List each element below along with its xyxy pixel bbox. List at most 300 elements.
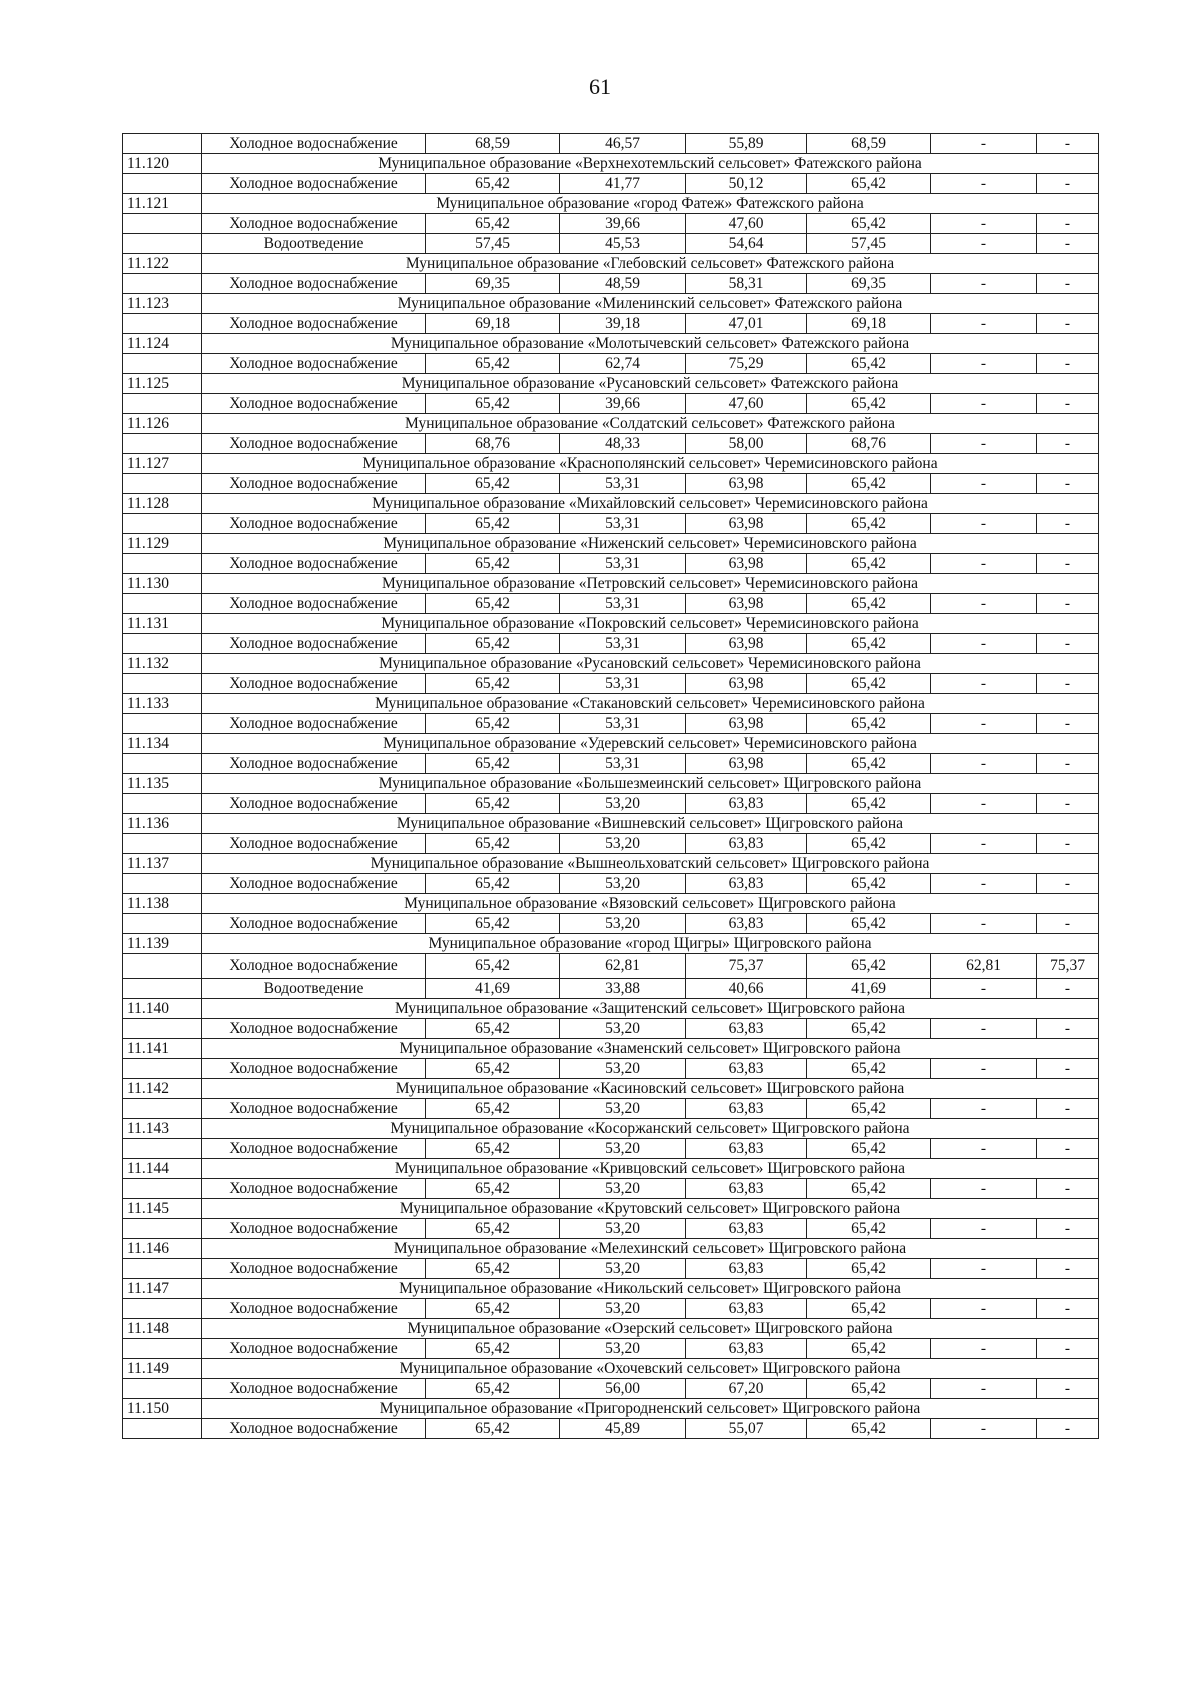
tariff-value: 65,42 bbox=[807, 354, 931, 374]
tariff-value: - bbox=[931, 1259, 1037, 1279]
service-name: Холодное водоснабжение bbox=[202, 1219, 426, 1239]
municipality-title: Муниципальное образование «Краснополянский сельсовет» Черемисиновского района bbox=[202, 454, 1099, 474]
service-row bbox=[123, 954, 1099, 979]
row-code bbox=[123, 354, 202, 374]
tariff-value: - bbox=[931, 834, 1037, 854]
tariff-value: 53,20 bbox=[560, 1019, 686, 1039]
row-code: 11.120 bbox=[123, 154, 202, 174]
tariff-value: - bbox=[931, 274, 1037, 294]
tariff-value: 63,83 bbox=[686, 1099, 807, 1119]
municipality-header-row bbox=[123, 1079, 1099, 1099]
tariff-value: 48,33 bbox=[560, 434, 686, 454]
tariff-value: - bbox=[931, 1219, 1037, 1239]
tariff-value: 57,45 bbox=[807, 234, 931, 254]
tariff-value: 53,31 bbox=[560, 594, 686, 614]
tariff-value: 65,42 bbox=[807, 1099, 931, 1119]
municipality-header-row bbox=[123, 1319, 1099, 1339]
row-code bbox=[123, 594, 202, 614]
tariff-value: 55,89 bbox=[686, 134, 807, 154]
service-row bbox=[123, 1179, 1099, 1199]
row-code: 11.137 bbox=[123, 854, 202, 874]
tariff-value: 63,83 bbox=[686, 794, 807, 814]
tariff-value: 65,42 bbox=[807, 634, 931, 654]
service-name: Холодное водоснабжение bbox=[202, 1419, 426, 1439]
tariff-value: - bbox=[931, 554, 1037, 574]
tariff-value: 65,42 bbox=[426, 914, 560, 934]
municipality-header-row bbox=[123, 294, 1099, 314]
service-name: Холодное водоснабжение bbox=[202, 134, 426, 154]
service-name: Холодное водоснабжение bbox=[202, 474, 426, 494]
tariff-value: 63,83 bbox=[686, 1179, 807, 1199]
tariff-value: 41,77 bbox=[560, 174, 686, 194]
tariff-value: 33,88 bbox=[560, 979, 686, 999]
service-row bbox=[123, 794, 1099, 814]
service-name: Холодное водоснабжение bbox=[202, 1139, 426, 1159]
row-code bbox=[123, 874, 202, 894]
service-name: Холодное водоснабжение bbox=[202, 914, 426, 934]
row-code: 11.144 bbox=[123, 1159, 202, 1179]
tariff-value: - bbox=[1037, 754, 1099, 774]
row-code bbox=[123, 474, 202, 494]
tariff-value: 45,53 bbox=[560, 234, 686, 254]
tariff-value: - bbox=[1037, 274, 1099, 294]
municipality-title: Муниципальное образование «Вишневский сельсовет» Щигровского района bbox=[202, 814, 1099, 834]
row-code bbox=[123, 274, 202, 294]
service-name: Холодное водоснабжение bbox=[202, 514, 426, 534]
row-code: 11.122 bbox=[123, 254, 202, 274]
row-code: 11.150 bbox=[123, 1399, 202, 1419]
municipality-title: Муниципальное образование «Никольский сельсовет» Щигровского района bbox=[202, 1279, 1099, 1299]
tariff-value: 53,20 bbox=[560, 1259, 686, 1279]
tariff-value: - bbox=[931, 594, 1037, 614]
tariff-value: 46,57 bbox=[560, 134, 686, 154]
tariff-value: 53,31 bbox=[560, 514, 686, 534]
service-row bbox=[123, 234, 1099, 254]
municipality-header-row bbox=[123, 154, 1099, 174]
tariff-value: 65,42 bbox=[426, 954, 560, 979]
tariff-value: 65,42 bbox=[807, 474, 931, 494]
tariff-value: 58,00 bbox=[686, 434, 807, 454]
service-name: Холодное водоснабжение bbox=[202, 274, 426, 294]
service-row bbox=[123, 1219, 1099, 1239]
tariff-value: 63,98 bbox=[686, 634, 807, 654]
tariff-value: 65,42 bbox=[426, 174, 560, 194]
row-code bbox=[123, 1139, 202, 1159]
tariff-value: 65,42 bbox=[807, 214, 931, 234]
row-code: 11.140 bbox=[123, 999, 202, 1019]
tariff-value: 75,29 bbox=[686, 354, 807, 374]
tariff-value: 65,42 bbox=[807, 914, 931, 934]
row-code: 11.124 bbox=[123, 334, 202, 354]
tariff-value: 53,20 bbox=[560, 914, 686, 934]
municipality-title: Муниципальное образование «Вязовский сельсовет» Щигровского района bbox=[202, 894, 1099, 914]
tariff-value: 63,83 bbox=[686, 1059, 807, 1079]
row-code bbox=[123, 1299, 202, 1319]
municipality-header-row bbox=[123, 494, 1099, 514]
row-code: 11.130 bbox=[123, 574, 202, 594]
service-name: Холодное водоснабжение bbox=[202, 1259, 426, 1279]
service-row bbox=[123, 714, 1099, 734]
tariff-value: - bbox=[931, 1299, 1037, 1319]
tariff-value: 65,42 bbox=[426, 674, 560, 694]
tariff-value: - bbox=[1037, 1379, 1099, 1399]
row-code: 11.136 bbox=[123, 814, 202, 834]
row-code bbox=[123, 674, 202, 694]
service-row bbox=[123, 554, 1099, 574]
tariff-value: 63,98 bbox=[686, 594, 807, 614]
tariff-value: 65,42 bbox=[807, 1179, 931, 1199]
row-code bbox=[123, 1379, 202, 1399]
tariff-value: 53,31 bbox=[560, 554, 686, 574]
tariff-value: 45,89 bbox=[560, 1419, 686, 1439]
tariff-value: 65,42 bbox=[807, 874, 931, 894]
tariff-value: - bbox=[931, 794, 1037, 814]
row-code: 11.126 bbox=[123, 414, 202, 434]
municipality-header-row bbox=[123, 1159, 1099, 1179]
service-name: Холодное водоснабжение bbox=[202, 1059, 426, 1079]
tariff-value: 65,42 bbox=[426, 514, 560, 534]
municipality-title: Муниципальное образование «Ниженский сельсовет» Черемисиновского района bbox=[202, 534, 1099, 554]
tariff-value: - bbox=[1037, 714, 1099, 734]
tariff-value: - bbox=[1037, 1299, 1099, 1319]
tariff-value: 41,69 bbox=[426, 979, 560, 999]
row-code bbox=[123, 394, 202, 414]
row-code bbox=[123, 214, 202, 234]
tariff-value: - bbox=[931, 714, 1037, 734]
service-name: Холодное водоснабжение bbox=[202, 754, 426, 774]
tariff-value: 39,18 bbox=[560, 314, 686, 334]
tariff-value: 65,42 bbox=[807, 714, 931, 734]
tariff-table bbox=[122, 133, 1099, 1439]
row-code bbox=[123, 1019, 202, 1039]
tariff-value: - bbox=[931, 754, 1037, 774]
tariff-value: 53,20 bbox=[560, 1339, 686, 1359]
tariff-value: 65,42 bbox=[426, 1299, 560, 1319]
tariff-value: - bbox=[1037, 394, 1099, 414]
municipality-title: Муниципальное образование «Стакановский сельсовет» Черемисиновского района bbox=[202, 694, 1099, 714]
municipality-header-row bbox=[123, 574, 1099, 594]
service-row bbox=[123, 834, 1099, 854]
row-code bbox=[123, 1419, 202, 1439]
tariff-value: 65,42 bbox=[807, 1259, 931, 1279]
tariff-value: 65,42 bbox=[426, 634, 560, 654]
tariff-value: - bbox=[931, 1179, 1037, 1199]
municipality-title: Муниципальное образование «Верхнехотемльский сельсовет» Фатежского района bbox=[202, 154, 1099, 174]
municipality-title: Муниципальное образование «Мелехинский сельсовет» Щигровского района bbox=[202, 1239, 1099, 1259]
municipality-title: Муниципальное образование «Вышнеольховатский сельсовет» Щигровского района bbox=[202, 854, 1099, 874]
row-code bbox=[123, 1099, 202, 1119]
tariff-value: - bbox=[1037, 1059, 1099, 1079]
tariff-value: - bbox=[1037, 874, 1099, 894]
tariff-value: 39,66 bbox=[560, 214, 686, 234]
tariff-value: 65,42 bbox=[426, 1219, 560, 1239]
tariff-value: 53,20 bbox=[560, 1139, 686, 1159]
municipality-title: Муниципальное образование «Косоржанский сельсовет» Щигровского района bbox=[202, 1119, 1099, 1139]
service-row bbox=[123, 1419, 1099, 1439]
service-row bbox=[123, 1139, 1099, 1159]
row-code: 11.123 bbox=[123, 294, 202, 314]
tariff-value: - bbox=[1037, 554, 1099, 574]
service-row bbox=[123, 1339, 1099, 1359]
tariff-value: 65,42 bbox=[807, 1299, 931, 1319]
row-code: 11.129 bbox=[123, 534, 202, 554]
tariff-value: 65,42 bbox=[426, 1339, 560, 1359]
tariff-value: 40,66 bbox=[686, 979, 807, 999]
tariff-value: - bbox=[1037, 1019, 1099, 1039]
tariff-value: 65,42 bbox=[426, 834, 560, 854]
municipality-header-row bbox=[123, 1119, 1099, 1139]
tariff-value: 47,01 bbox=[686, 314, 807, 334]
row-code bbox=[123, 914, 202, 934]
service-row bbox=[123, 754, 1099, 774]
tariff-value: - bbox=[1037, 1179, 1099, 1199]
municipality-header-row bbox=[123, 374, 1099, 394]
tariff-value: 65,42 bbox=[807, 754, 931, 774]
tariff-value: 68,59 bbox=[426, 134, 560, 154]
tariff-value: 65,42 bbox=[426, 714, 560, 734]
tariff-value: 65,42 bbox=[807, 1059, 931, 1079]
tariff-value: 53,31 bbox=[560, 474, 686, 494]
tariff-value: - bbox=[1037, 834, 1099, 854]
tariff-value: - bbox=[931, 394, 1037, 414]
tariff-value: 58,31 bbox=[686, 274, 807, 294]
tariff-value: 65,42 bbox=[426, 394, 560, 414]
municipality-header-row bbox=[123, 254, 1099, 274]
tariff-value: - bbox=[931, 354, 1037, 374]
municipality-title: Муниципальное образование «город Фатеж» Фатежского района bbox=[202, 194, 1099, 214]
service-name: Холодное водоснабжение bbox=[202, 314, 426, 334]
tariff-value: 65,42 bbox=[807, 1139, 931, 1159]
tariff-value: - bbox=[931, 914, 1037, 934]
tariff-value: 53,20 bbox=[560, 1179, 686, 1199]
service-row bbox=[123, 174, 1099, 194]
tariff-value: 50,12 bbox=[686, 174, 807, 194]
tariff-value: - bbox=[931, 634, 1037, 654]
row-code: 11.143 bbox=[123, 1119, 202, 1139]
tariff-value: - bbox=[1037, 634, 1099, 654]
tariff-value: 68,76 bbox=[426, 434, 560, 454]
row-code bbox=[123, 234, 202, 254]
row-code bbox=[123, 1059, 202, 1079]
tariff-value: 65,42 bbox=[426, 874, 560, 894]
row-code: 11.125 bbox=[123, 374, 202, 394]
service-name: Холодное водоснабжение bbox=[202, 794, 426, 814]
row-code bbox=[123, 134, 202, 154]
service-name: Холодное водоснабжение bbox=[202, 954, 426, 979]
municipality-title: Муниципальное образование «Охочевский сельсовет» Щигровского района bbox=[202, 1359, 1099, 1379]
tariff-value: 47,60 bbox=[686, 214, 807, 234]
municipality-title: Муниципальное образование «Молотычевский сельсовет» Фатежского района bbox=[202, 334, 1099, 354]
tariff-value: - bbox=[1037, 1259, 1099, 1279]
service-row bbox=[123, 434, 1099, 454]
service-name: Холодное водоснабжение bbox=[202, 214, 426, 234]
municipality-title: Муниципальное образование «Большезмеинский сельсовет» Щигровского района bbox=[202, 774, 1099, 794]
municipality-title: Муниципальное образование «Кривцовский сельсовет» Щигровского района bbox=[202, 1159, 1099, 1179]
municipality-header-row bbox=[123, 734, 1099, 754]
tariff-value: 68,76 bbox=[807, 434, 931, 454]
row-code: 11.135 bbox=[123, 774, 202, 794]
tariff-value: - bbox=[931, 1379, 1037, 1399]
tariff-value: 65,42 bbox=[426, 1259, 560, 1279]
service-name: Холодное водоснабжение bbox=[202, 394, 426, 414]
tariff-value: 65,42 bbox=[426, 1019, 560, 1039]
municipality-header-row bbox=[123, 1279, 1099, 1299]
tariff-value: 41,69 bbox=[807, 979, 931, 999]
municipality-header-row bbox=[123, 999, 1099, 1019]
tariff-value: - bbox=[931, 234, 1037, 254]
tariff-value: 62,74 bbox=[560, 354, 686, 374]
tariff-value: 65,42 bbox=[807, 1339, 931, 1359]
tariff-value: 65,42 bbox=[426, 1179, 560, 1199]
municipality-title: Муниципальное образование «город Щигры» Щигровского района bbox=[202, 934, 1099, 954]
tariff-value: - bbox=[931, 214, 1037, 234]
service-row bbox=[123, 394, 1099, 414]
tariff-value: - bbox=[1037, 234, 1099, 254]
municipality-header-row bbox=[123, 414, 1099, 434]
tariff-value: 53,31 bbox=[560, 754, 686, 774]
row-code bbox=[123, 554, 202, 574]
tariff-value: - bbox=[1037, 979, 1099, 999]
tariff-value: - bbox=[931, 1419, 1037, 1439]
municipality-header-row bbox=[123, 1399, 1099, 1419]
municipality-title: Муниципальное образование «Знаменский сельсовет» Щигровского района bbox=[202, 1039, 1099, 1059]
municipality-header-row bbox=[123, 814, 1099, 834]
tariff-value: - bbox=[1037, 1139, 1099, 1159]
municipality-header-row bbox=[123, 694, 1099, 714]
service-name: Холодное водоснабжение bbox=[202, 1379, 426, 1399]
tariff-value: 55,07 bbox=[686, 1419, 807, 1439]
tariff-value: - bbox=[931, 1139, 1037, 1159]
tariff-value: 65,42 bbox=[426, 594, 560, 614]
tariff-value: 65,42 bbox=[807, 1419, 931, 1439]
tariff-value: 67,20 bbox=[686, 1379, 807, 1399]
municipality-title: Муниципальное образование «Михайловский сельсовет» Черемисиновского района bbox=[202, 494, 1099, 514]
tariff-value: 63,83 bbox=[686, 874, 807, 894]
service-row bbox=[123, 1379, 1099, 1399]
municipality-title: Муниципальное образование «Покровский сельсовет» Черемисиновского района bbox=[202, 614, 1099, 634]
tariff-value: - bbox=[1037, 314, 1099, 334]
tariff-value: 53,20 bbox=[560, 1299, 686, 1319]
service-row bbox=[123, 874, 1099, 894]
tariff-value: 65,42 bbox=[426, 754, 560, 774]
service-row bbox=[123, 1019, 1099, 1039]
service-name: Водоотведение bbox=[202, 979, 426, 999]
tariff-value: 65,42 bbox=[807, 514, 931, 534]
tariff-value: 65,42 bbox=[426, 474, 560, 494]
row-code bbox=[123, 979, 202, 999]
tariff-value: 65,42 bbox=[426, 214, 560, 234]
tariff-value: 63,98 bbox=[686, 554, 807, 574]
tariff-value: - bbox=[1037, 354, 1099, 374]
tariff-value: 75,37 bbox=[686, 954, 807, 979]
tariff-value: 62,81 bbox=[931, 954, 1037, 979]
service-row bbox=[123, 474, 1099, 494]
tariff-value: - bbox=[931, 514, 1037, 534]
service-row bbox=[123, 354, 1099, 374]
row-code bbox=[123, 794, 202, 814]
table-body bbox=[123, 134, 1099, 1439]
tariff-value: 53,20 bbox=[560, 1099, 686, 1119]
row-code bbox=[123, 954, 202, 979]
service-row bbox=[123, 214, 1099, 234]
tariff-value: 47,60 bbox=[686, 394, 807, 414]
municipality-header-row bbox=[123, 894, 1099, 914]
tariff-value: - bbox=[931, 474, 1037, 494]
service-row bbox=[123, 594, 1099, 614]
tariff-value: - bbox=[1037, 174, 1099, 194]
tariff-value: - bbox=[1037, 914, 1099, 934]
municipality-title: Муниципальное образование «Крутовский сельсовет» Щигровского района bbox=[202, 1199, 1099, 1219]
tariff-value: 65,42 bbox=[426, 354, 560, 374]
row-code bbox=[123, 1339, 202, 1359]
service-name: Холодное водоснабжение bbox=[202, 434, 426, 454]
tariff-value: 54,64 bbox=[686, 234, 807, 254]
row-code: 11.131 bbox=[123, 614, 202, 634]
tariff-value: - bbox=[931, 1059, 1037, 1079]
tariff-value: 65,42 bbox=[807, 1219, 931, 1239]
municipality-title: Муниципальное образование «Русановский сельсовет» Черемисиновского района bbox=[202, 654, 1099, 674]
tariff-value: 53,20 bbox=[560, 1059, 686, 1079]
tariff-value: 65,42 bbox=[807, 554, 931, 574]
municipality-title: Муниципальное образование «Пригородненский сельсовет» Щигровского района bbox=[202, 1399, 1099, 1419]
row-code bbox=[123, 754, 202, 774]
service-name: Холодное водоснабжение bbox=[202, 1339, 426, 1359]
tariff-value: 65,42 bbox=[807, 174, 931, 194]
municipality-header-row bbox=[123, 654, 1099, 674]
row-code bbox=[123, 1219, 202, 1239]
tariff-value: 53,31 bbox=[560, 674, 686, 694]
tariff-value: 65,42 bbox=[426, 554, 560, 574]
municipality-title: Муниципальное образование «Русановский сельсовет» Фатежского района bbox=[202, 374, 1099, 394]
municipality-header-row bbox=[123, 614, 1099, 634]
municipality-header-row bbox=[123, 534, 1099, 554]
tariff-value: 65,42 bbox=[807, 394, 931, 414]
row-code bbox=[123, 174, 202, 194]
tariff-value: 69,18 bbox=[807, 314, 931, 334]
tariff-value: 65,42 bbox=[426, 1379, 560, 1399]
tariff-value: 69,35 bbox=[426, 274, 560, 294]
service-row bbox=[123, 1059, 1099, 1079]
tariff-value: 57,45 bbox=[426, 234, 560, 254]
municipality-header-row bbox=[123, 194, 1099, 214]
service-row bbox=[123, 314, 1099, 334]
row-code bbox=[123, 314, 202, 334]
municipality-header-row bbox=[123, 1039, 1099, 1059]
tariff-value: 63,98 bbox=[686, 514, 807, 534]
tariff-value: - bbox=[931, 174, 1037, 194]
row-code bbox=[123, 514, 202, 534]
row-code bbox=[123, 834, 202, 854]
tariff-value: 53,20 bbox=[560, 874, 686, 894]
tariff-value: - bbox=[931, 874, 1037, 894]
service-name: Холодное водоснабжение bbox=[202, 1099, 426, 1119]
tariff-value: 65,42 bbox=[807, 954, 931, 979]
service-row bbox=[123, 274, 1099, 294]
row-code: 11.134 bbox=[123, 734, 202, 754]
municipality-header-row bbox=[123, 1199, 1099, 1219]
service-name: Холодное водоснабжение bbox=[202, 1019, 426, 1039]
tariff-value: 65,42 bbox=[807, 834, 931, 854]
tariff-value: 69,18 bbox=[426, 314, 560, 334]
tariff-value: 63,83 bbox=[686, 1339, 807, 1359]
tariff-value: - bbox=[931, 134, 1037, 154]
tariff-value: - bbox=[1037, 214, 1099, 234]
row-code: 11.127 bbox=[123, 454, 202, 474]
row-code: 11.149 bbox=[123, 1359, 202, 1379]
tariff-value: - bbox=[1037, 1099, 1099, 1119]
municipality-title: Муниципальное образование «Озерский сельсовет» Щигровского района bbox=[202, 1319, 1099, 1339]
municipality-header-row bbox=[123, 1359, 1099, 1379]
